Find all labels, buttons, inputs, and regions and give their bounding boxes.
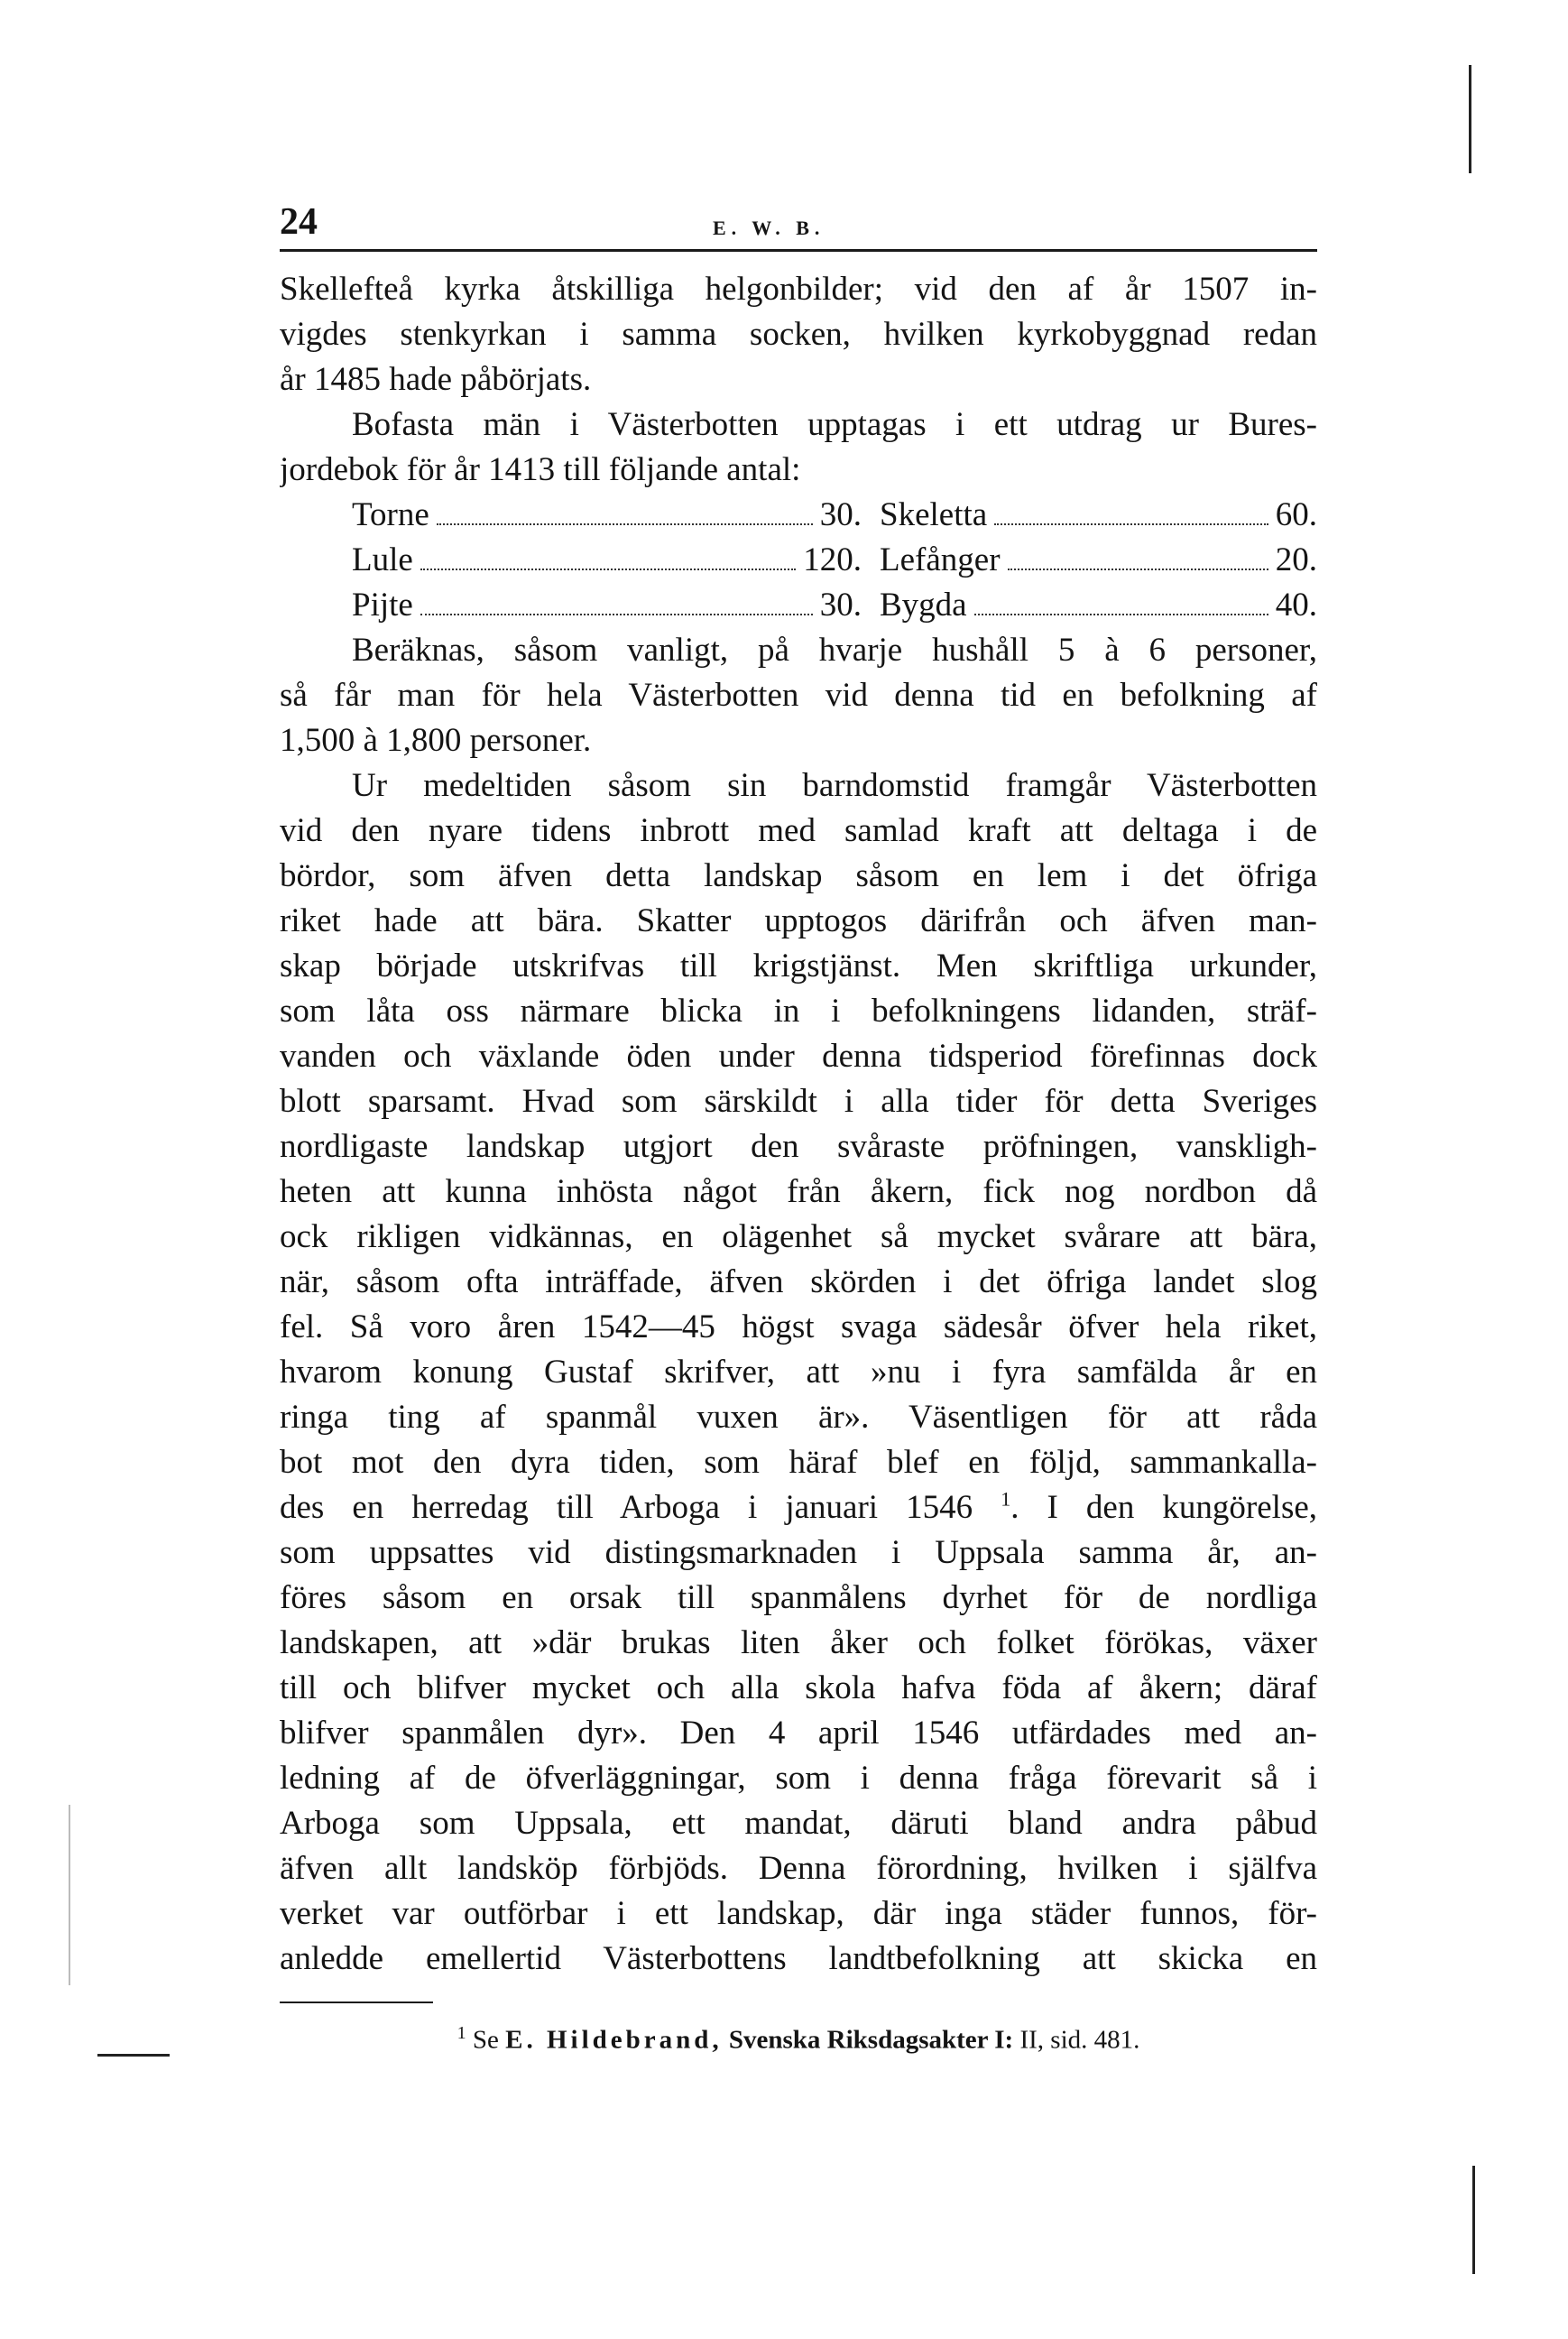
footnote	[280, 2023, 1317, 2056]
page-header	[280, 195, 1317, 252]
tally-row	[280, 583, 1317, 628]
text-line: heten att kunna inhösta något från åkern, fick nog nordbon då	[280, 1173, 1317, 1210]
tally-count: 30.	[819, 496, 862, 533]
text-line: föres såsom en orsak till spanmålens dyrhet för de nordliga	[280, 1579, 1317, 1616]
body-text	[280, 267, 1317, 1982]
text-line-with-footnote-ref	[280, 1485, 1317, 1530]
text-fragment: des en herredag till Arboga i januari 1546	[280, 1489, 973, 1526]
leader-dots	[994, 495, 1268, 525]
scan-edge-mark	[1469, 65, 1471, 173]
footnote-rule	[280, 2002, 433, 2003]
text-line: som uppsattes vid distingsmarknaden i Uppsala samma år, an-	[280, 1534, 1317, 1571]
text-line: bördor, som äfven detta landskap såsom en lem i det öfriga	[280, 857, 1317, 894]
tally-place: Pijte	[352, 587, 413, 624]
text-line: vigdes stenkyrkan i samma socken, hvilken kyrkobyggnad redan	[280, 316, 1317, 353]
leader-dots	[974, 585, 1268, 615]
footnote-ref: 1	[1001, 1487, 1011, 1511]
text-line: ledning af de öfverläggningar, som i denna fråga förevarit så i	[280, 1760, 1317, 1797]
text-line: 1,500 à 1,800 personer.	[280, 722, 592, 759]
tally-place: Lefånger	[880, 541, 1001, 578]
tally-place: Lule	[352, 541, 413, 578]
tally-entry	[352, 583, 862, 628]
tally-row	[280, 538, 1317, 583]
scan-edge-mark	[69, 1805, 70, 1985]
text-line: anledde emellertid Västerbottens landtbefolkning att skicka en	[280, 1940, 1317, 1977]
tally-place: Bygda	[880, 587, 967, 624]
text-line: nordligaste landskap utgjort den svåraste pröfningen, vanskligh-	[280, 1128, 1317, 1165]
text-line: hvarom konung Gustaf skrifver, att »nu i fyra samfälda år en	[280, 1354, 1317, 1391]
footnote-title: Svenska Riksdagsakter I:	[728, 2025, 1014, 2055]
footnote-author: E. Hildebrand,	[505, 2025, 723, 2055]
text-line: bot mot den dyra tiden, som häraf blef en följd, sammankalla-	[280, 1444, 1317, 1481]
text-line: verket var outförbar i ett landskap, där inga städer funnos, för-	[280, 1895, 1317, 1932]
text-line: blott sparsamt. Hvad som särskildt i alla tider för detta Sveriges	[280, 1083, 1317, 1120]
text-line: skap började utskrifvas till krigstjänst. Men skriftliga urkunder,	[280, 948, 1317, 985]
scan-edge-mark	[97, 2054, 170, 2057]
text-line: vanden och växlande öden under denna tidsperiod förefinnas dock	[280, 1038, 1317, 1075]
tally-place: Torne	[352, 496, 429, 533]
page-number: 24	[280, 201, 318, 243]
scan-edge-mark	[1472, 2166, 1475, 2274]
text-line: Arboga som Uppsala, ett mandat, däruti bland andra påbud	[280, 1805, 1317, 1842]
tally-entry	[352, 493, 862, 538]
text-line: Skellefteå kyrka åtskilliga helgonbilder; vid den af år 1507 in-	[280, 271, 1317, 308]
tally-row	[280, 493, 1317, 538]
text-line: vid den nyare tidens inbrott med samlad kraft att deltaga i de	[280, 812, 1317, 849]
leader-dots	[420, 585, 813, 615]
tally-entry	[352, 538, 862, 583]
tally-entry	[880, 538, 1317, 583]
text-line: landskapen, att »där brukas liten åker och folket förökas, växer	[280, 1624, 1317, 1661]
text-line: som låta oss närmare blicka in i befolkningens lidanden, sträf-	[280, 993, 1317, 1030]
tally-entry	[880, 493, 1317, 538]
tally-count: 60.	[1275, 496, 1317, 533]
text-fragment: . I den kungörelse,	[1010, 1489, 1317, 1526]
running-head: E. W. B.	[713, 217, 826, 239]
text-line: år 1485 hade påbörjats.	[280, 361, 592, 398]
footnote-prefix: Se	[472, 2025, 499, 2055]
text-line: ringa ting af spanmål vuxen är». Väsentligen för att råda	[280, 1399, 1317, 1436]
text-line: Beräknas, såsom vanligt, på hvarje hushåll 5 à 6 personer,	[352, 632, 1317, 669]
tally-count: 30.	[819, 587, 862, 624]
tally-entry	[880, 583, 1317, 628]
text-line: Bofasta män i Västerbotten upptagas i ett utdrag ur Bures-	[352, 406, 1317, 443]
tally-count: 120.	[803, 541, 862, 578]
text-line: så får man för hela Västerbotten vid denna tid en befolkning af	[280, 677, 1317, 714]
text-line: till och blifver mycket och alla skola hafva föda af åkern; däraf	[280, 1669, 1317, 1706]
leader-dots	[420, 540, 796, 570]
leader-dots	[437, 495, 813, 525]
leader-dots	[1008, 540, 1268, 570]
text-line: fel. Så voro åren 1542—45 högst svaga sädesår öfver hela riket,	[280, 1308, 1317, 1345]
text-line: när, såsom ofta inträffade, äfven skörden i det öfriga landet slog	[280, 1263, 1317, 1300]
text-line: Ur medeltiden såsom sin barndomstid framgår Västerbotten	[352, 767, 1317, 804]
text-line: jordebok för år 1413 till följande antal:	[280, 451, 801, 488]
tally-count: 40.	[1275, 587, 1317, 624]
footnote-reference: II, sid. 481.	[1019, 2025, 1140, 2055]
footnote-marker: 1	[457, 2023, 466, 2043]
text-line: riket hade att bära. Skatter upptogos därifrån och äfven man-	[280, 902, 1317, 939]
text-line: ock rikligen vidkännas, en olägenhet så mycket svårare att bära,	[280, 1218, 1317, 1255]
text-line: äfven allt landsköp förbjöds. Denna förordning, hvilken i själfva	[280, 1850, 1317, 1887]
tally-count: 20.	[1275, 541, 1317, 578]
tally-place: Skeletta	[880, 496, 988, 533]
text-line: blifver spanmålen dyr». Den 4 april 1546 utfärdades med an-	[280, 1715, 1317, 1752]
